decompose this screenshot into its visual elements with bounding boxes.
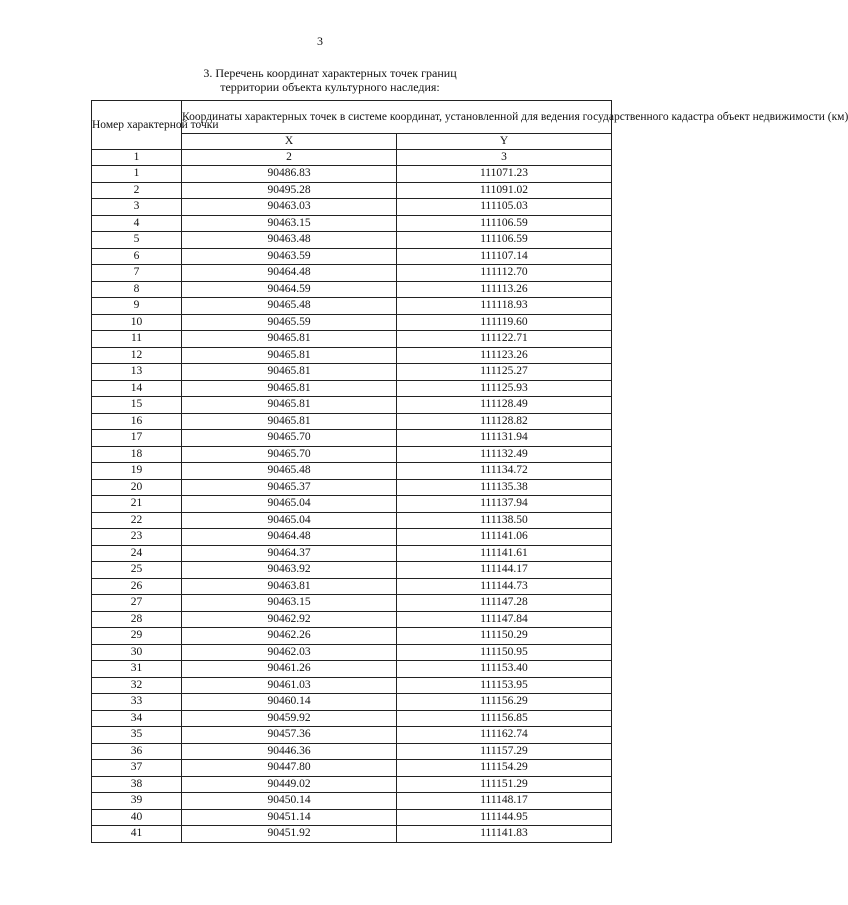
- table-row: [92, 628, 612, 645]
- point-number-cell: 29: [92, 628, 182, 645]
- table-row: [92, 562, 612, 579]
- table-row: [92, 595, 612, 612]
- coordinates-table: [91, 100, 848, 843]
- x-coordinate-cell: 90465.70: [182, 430, 397, 447]
- table-row: [92, 644, 612, 661]
- y-coordinate-cell: 111106.59: [397, 232, 612, 249]
- column-index-row: [92, 150, 612, 166]
- point-number-cell: 41: [92, 826, 182, 843]
- x-coordinate-cell: 90459.92: [182, 710, 397, 727]
- y-coordinate-cell: 111091.02: [397, 182, 612, 199]
- y-coordinate-cell: 111106.59: [397, 215, 612, 232]
- point-number-cell: 8: [92, 281, 182, 298]
- x-coordinate-cell: 90465.81: [182, 413, 397, 430]
- point-number-cell: 37: [92, 760, 182, 777]
- table-row: [92, 232, 612, 249]
- point-number-cell: 6: [92, 248, 182, 265]
- table-row: [92, 529, 612, 546]
- point-number-cell: 40: [92, 809, 182, 826]
- point-number-cell: 22: [92, 512, 182, 529]
- y-coordinate-cell: 111112.70: [397, 265, 612, 282]
- point-number-cell: 15: [92, 397, 182, 414]
- y-coordinate-cell: 111150.29: [397, 628, 612, 645]
- y-coordinate-cell: 111141.61: [397, 545, 612, 562]
- x-coordinate-cell: 90450.14: [182, 793, 397, 810]
- y-coordinate-cell: 111150.95: [397, 644, 612, 661]
- table-row: [92, 727, 612, 744]
- point-number-cell: 32: [92, 677, 182, 694]
- point-number-cell: 16: [92, 413, 182, 430]
- x-coordinate-cell: 90465.70: [182, 446, 397, 463]
- x-coordinate-cell: 90463.92: [182, 562, 397, 579]
- x-coordinate-cell: 90460.14: [182, 694, 397, 711]
- y-coordinate-cell: 111153.95: [397, 677, 612, 694]
- table-row: [92, 611, 612, 628]
- point-number-cell: 33: [92, 694, 182, 711]
- point-number-cell: 27: [92, 595, 182, 612]
- x-coordinate-cell: 90495.28: [182, 182, 397, 199]
- coordinates-header: Координаты характерных точек в системе координат, установленной для ведения государственного кадастра объект недвижимости (км): [182, 101, 612, 134]
- table-row: [92, 199, 612, 216]
- y-coordinate-cell: 111156.29: [397, 694, 612, 711]
- point-number-cell: 7: [92, 265, 182, 282]
- y-coordinate-cell: 111119.60: [397, 314, 612, 331]
- point-number-cell: 11: [92, 331, 182, 348]
- table-row: [92, 265, 612, 282]
- y-coordinate-cell: 111144.73: [397, 578, 612, 595]
- y-coordinate-cell: 111144.17: [397, 562, 612, 579]
- point-number-cell: 34: [92, 710, 182, 727]
- x-coordinate-cell: 90457.36: [182, 727, 397, 744]
- x-coordinate-cell: 90464.48: [182, 265, 397, 282]
- x-coordinate-cell: 90462.26: [182, 628, 397, 645]
- point-number-cell: 10: [92, 314, 182, 331]
- point-number-cell: 39: [92, 793, 182, 810]
- point-number-cell: 21: [92, 496, 182, 513]
- table-row: [92, 182, 612, 199]
- y-coordinate-cell: 111141.83: [397, 826, 612, 843]
- point-number-cell: 17: [92, 430, 182, 447]
- x-coordinate-cell: 90465.81: [182, 380, 397, 397]
- x-coordinate-cell: 90464.37: [182, 545, 397, 562]
- point-number-cell: 1: [92, 166, 182, 183]
- x-coordinate-cell: 90462.92: [182, 611, 397, 628]
- table-row: [92, 463, 612, 480]
- y-coordinate-cell: 111125.93: [397, 380, 612, 397]
- table-row: [92, 710, 612, 727]
- y-coordinate-cell: 111134.72: [397, 463, 612, 480]
- point-number-cell: 25: [92, 562, 182, 579]
- y-coordinate-cell: 111147.84: [397, 611, 612, 628]
- point-number-cell: 2: [92, 182, 182, 199]
- y-coordinate-cell: 111128.49: [397, 397, 612, 414]
- x-coordinate-cell: 90465.81: [182, 397, 397, 414]
- table-row: [92, 331, 612, 348]
- point-number-cell: 19: [92, 463, 182, 480]
- table-row: [92, 826, 612, 843]
- point-number-header: Номер характерной точки: [92, 101, 182, 150]
- x-coordinate-cell: 90447.80: [182, 760, 397, 777]
- x-coordinate-cell: 90465.81: [182, 347, 397, 364]
- x-coordinate-cell: 90451.92: [182, 826, 397, 843]
- x-coordinate-cell: 90465.48: [182, 463, 397, 480]
- table-row: [92, 215, 612, 232]
- x-header: X: [182, 134, 397, 150]
- y-coordinate-cell: 111071.23: [397, 166, 612, 183]
- y-coordinate-cell: 111153.40: [397, 661, 612, 678]
- x-coordinate-cell: 90465.04: [182, 496, 397, 513]
- x-coordinate-cell: 90465.59: [182, 314, 397, 331]
- section-title-line-2: территории объекта культурного наследия:: [220, 80, 440, 94]
- table-header-row: [92, 101, 612, 134]
- x-coordinate-cell: 90449.02: [182, 776, 397, 793]
- table-row: [92, 397, 612, 414]
- table-row: [92, 314, 612, 331]
- x-coordinate-cell: 90463.81: [182, 578, 397, 595]
- point-number-cell: 9: [92, 298, 182, 315]
- column-index-2: 2: [182, 150, 397, 166]
- y-coordinate-cell: 111125.27: [397, 364, 612, 381]
- point-number-cell: 23: [92, 529, 182, 546]
- table-row: [92, 479, 612, 496]
- table-row: [92, 694, 612, 711]
- table-row: [92, 776, 612, 793]
- point-number-cell: 24: [92, 545, 182, 562]
- x-coordinate-cell: 90463.15: [182, 595, 397, 612]
- y-coordinate-cell: 111141.06: [397, 529, 612, 546]
- x-coordinate-cell: 90465.81: [182, 331, 397, 348]
- x-coordinate-cell: 90462.03: [182, 644, 397, 661]
- y-coordinate-cell: 111147.28: [397, 595, 612, 612]
- table-row: [92, 743, 612, 760]
- y-coordinate-cell: 111123.26: [397, 347, 612, 364]
- y-coordinate-cell: 111135.38: [397, 479, 612, 496]
- y-coordinate-cell: 111137.94: [397, 496, 612, 513]
- point-number-cell: 4: [92, 215, 182, 232]
- point-number-cell: 18: [92, 446, 182, 463]
- point-number-cell: 30: [92, 644, 182, 661]
- x-coordinate-cell: 90465.81: [182, 364, 397, 381]
- x-coordinate-cell: 90465.48: [182, 298, 397, 315]
- page-number: 3: [317, 34, 323, 48]
- point-number-cell: 31: [92, 661, 182, 678]
- y-coordinate-cell: 111144.95: [397, 809, 612, 826]
- table-row: [92, 545, 612, 562]
- table-row: [92, 166, 612, 183]
- point-number-cell: 20: [92, 479, 182, 496]
- y-coordinate-cell: 111113.26: [397, 281, 612, 298]
- y-coordinate-cell: 111151.29: [397, 776, 612, 793]
- table-row: [92, 413, 612, 430]
- column-index-1: 1: [92, 150, 182, 166]
- point-number-cell: 35: [92, 727, 182, 744]
- x-coordinate-cell: 90464.48: [182, 529, 397, 546]
- point-number-cell: 26: [92, 578, 182, 595]
- point-number-cell: 38: [92, 776, 182, 793]
- x-coordinate-cell: 90463.59: [182, 248, 397, 265]
- table-body: [92, 166, 612, 843]
- table-row: [92, 760, 612, 777]
- table-row: [92, 793, 612, 810]
- y-coordinate-cell: 111122.71: [397, 331, 612, 348]
- y-header: Y: [397, 134, 612, 150]
- x-coordinate-cell: 90463.03: [182, 199, 397, 216]
- y-coordinate-cell: 111154.29: [397, 760, 612, 777]
- table-row: [92, 446, 612, 463]
- x-coordinate-cell: 90461.26: [182, 661, 397, 678]
- x-coordinate-cell: 90461.03: [182, 677, 397, 694]
- x-coordinate-cell: 90446.36: [182, 743, 397, 760]
- section-title-line-1: 3. Перечень координат характерных точек границ: [203, 66, 457, 80]
- table-row: [92, 281, 612, 298]
- table-row: [92, 578, 612, 595]
- x-coordinate-cell: 90486.83: [182, 166, 397, 183]
- point-number-cell: 14: [92, 380, 182, 397]
- table-row: [92, 677, 612, 694]
- y-coordinate-cell: 111138.50: [397, 512, 612, 529]
- table-row: [92, 248, 612, 265]
- table-row: [92, 430, 612, 447]
- x-coordinate-cell: 90464.59: [182, 281, 397, 298]
- y-coordinate-cell: 111131.94: [397, 430, 612, 447]
- point-number-cell: 3: [92, 199, 182, 216]
- table-row: [92, 298, 612, 315]
- y-coordinate-cell: 111157.29: [397, 743, 612, 760]
- y-coordinate-cell: 111162.74: [397, 727, 612, 744]
- y-coordinate-cell: 111128.82: [397, 413, 612, 430]
- table-row: [92, 496, 612, 513]
- y-coordinate-cell: 111118.93: [397, 298, 612, 315]
- column-index-3: 3: [397, 150, 612, 166]
- table-row: [92, 380, 612, 397]
- y-coordinate-cell: 111107.14: [397, 248, 612, 265]
- y-coordinate-cell: 111105.03: [397, 199, 612, 216]
- x-coordinate-cell: 90465.04: [182, 512, 397, 529]
- y-coordinate-cell: 111132.49: [397, 446, 612, 463]
- table-row: [92, 809, 612, 826]
- table-row: [92, 661, 612, 678]
- point-number-cell: 36: [92, 743, 182, 760]
- x-coordinate-cell: 90451.14: [182, 809, 397, 826]
- x-coordinate-cell: 90463.48: [182, 232, 397, 249]
- section-title: [180, 66, 480, 94]
- y-coordinate-cell: 111148.17: [397, 793, 612, 810]
- table-row: [92, 347, 612, 364]
- x-coordinate-cell: 90463.15: [182, 215, 397, 232]
- point-number-cell: 13: [92, 364, 182, 381]
- point-number-cell: 5: [92, 232, 182, 249]
- point-number-cell: 28: [92, 611, 182, 628]
- point-number-cell: 12: [92, 347, 182, 364]
- table-row: [92, 364, 612, 381]
- y-coordinate-cell: 111156.85: [397, 710, 612, 727]
- table-row: [92, 512, 612, 529]
- x-coordinate-cell: 90465.37: [182, 479, 397, 496]
